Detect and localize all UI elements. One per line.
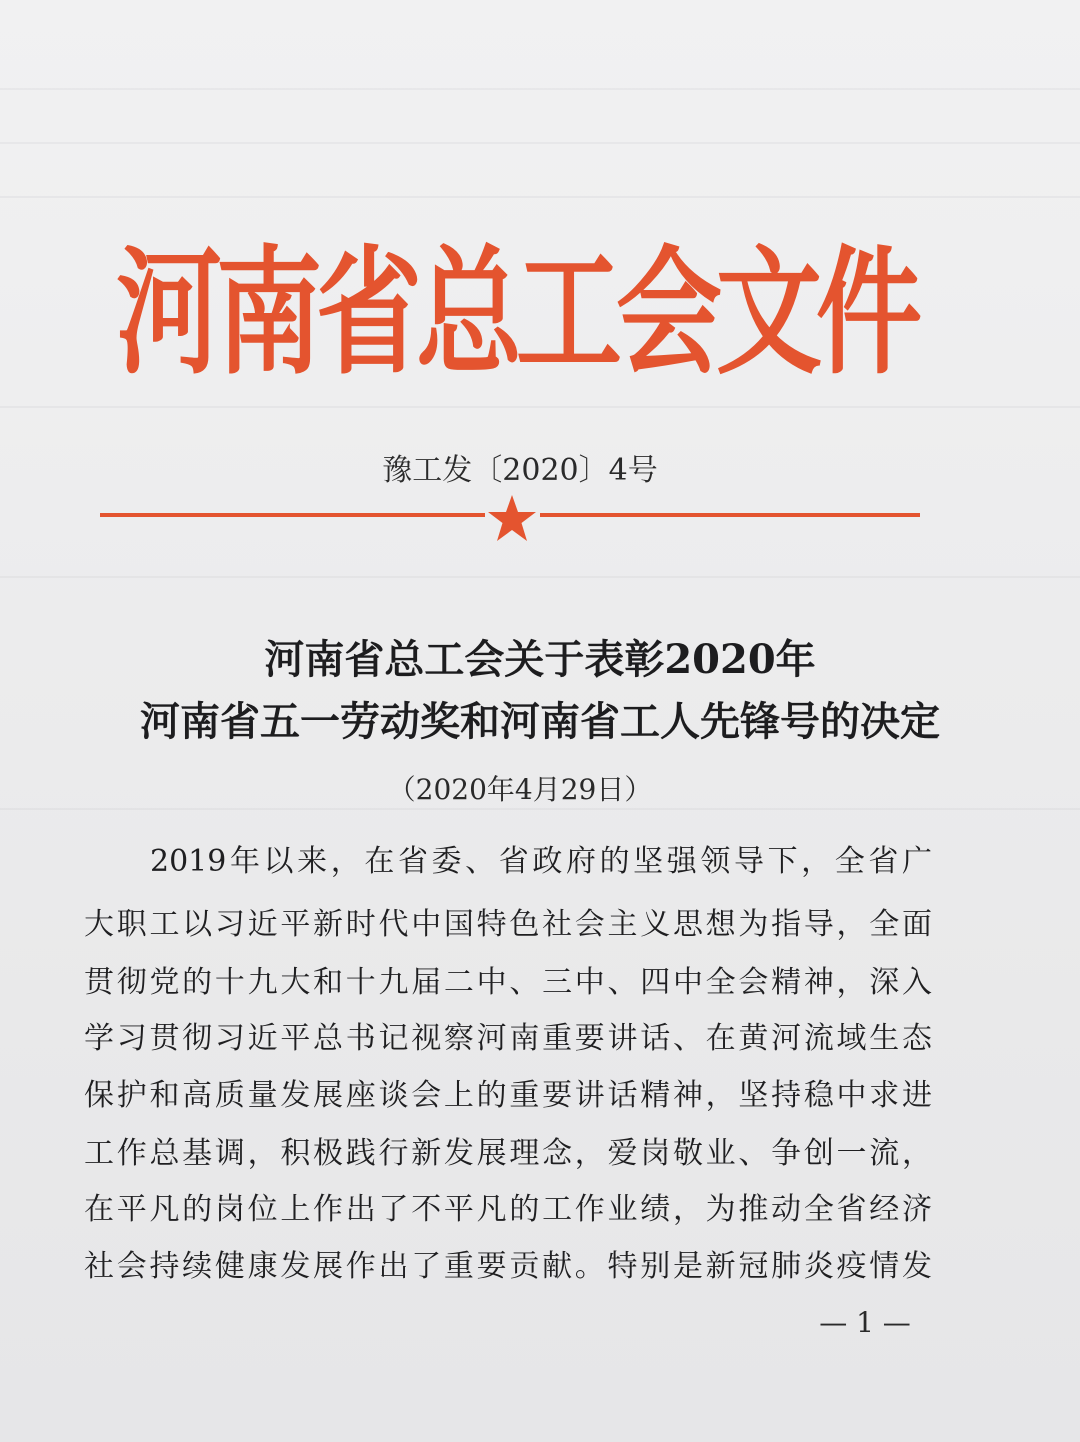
document-heading-line-1: 河南省总工会关于表彰2020年 (264, 636, 816, 683)
body-line: 大职工以习近平新时代中国特色社会主义思想为指导，全面 (84, 907, 932, 942)
show-through (0, 576, 1080, 578)
header-org-file-title: 河南省总工会文件 (116, 233, 916, 393)
show-through (0, 142, 1080, 144)
document-number: 豫工发〔2020〕4号 (382, 453, 658, 488)
show-through (0, 88, 1080, 90)
star-icon (487, 495, 537, 541)
body-line: 贯彻党的十九大和十九届二中、三中、四中全会精神，深入 (84, 965, 932, 1000)
page-number: — 1 — (819, 1306, 911, 1339)
red-divider-right (540, 513, 920, 517)
body-line: 学习贯彻习近平总书记视察河南重要讲话、在黄河流域生态 (84, 1021, 932, 1056)
body-line: 保护和高质量发展座谈会上的重要讲话精神，坚持稳中求进 (84, 1078, 932, 1113)
body-line: 社会持续健康发展作出了重要贡献。特别是新冠肺炎疫情发 (84, 1249, 932, 1284)
document-heading-line-2: 河南省五一劳动奖和河南省工人先锋号的决定 (140, 698, 940, 745)
body-line: 2019年以来，在省委、省政府的坚强领导下，全省广 (150, 844, 932, 879)
document-date: （2020年4月29日） (387, 773, 653, 806)
body-line: 在平凡的岗位上作出了不平凡的工作业绩，为推动全省经济 (84, 1192, 932, 1227)
red-divider-left (100, 513, 485, 517)
show-through (0, 406, 1080, 408)
body-line: 工作总基调，积极践行新发展理念，爱岗敬业、争创一流， (84, 1136, 932, 1171)
show-through (0, 808, 1080, 810)
